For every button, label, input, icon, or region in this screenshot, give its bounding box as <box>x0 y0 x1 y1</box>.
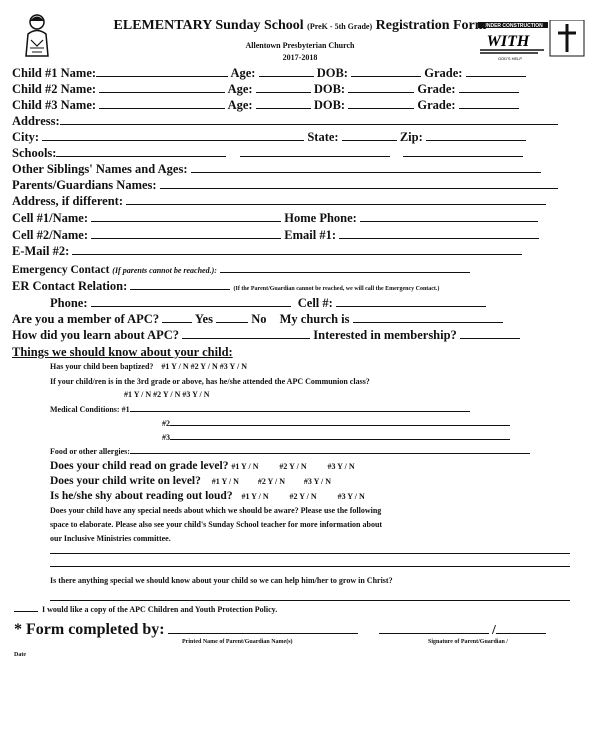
medical-row-1: Medical Conditions: #1 <box>50 404 588 415</box>
shy-option-2[interactable]: #2 Y / N <box>289 492 317 501</box>
siblings-row: Other Siblings' Names and Ages: <box>12 162 588 176</box>
medical-row-3: #3 <box>162 432 588 443</box>
shy-row: Is he/she shy about reading out loud? #1 Y / N #2 Y / N #3 Y / N <box>50 490 365 502</box>
my-church-field[interactable] <box>353 312 503 323</box>
interested-field[interactable] <box>460 328 520 339</box>
special-needs-line-1: Does your child have any special needs about which we should be aware? Please use the following <box>50 506 382 515</box>
completed-by-signature-field[interactable] <box>379 620 489 634</box>
child-3-row: Child #3 Name: Age: DOB: Grade: <box>12 98 588 112</box>
write-option-2[interactable]: #2 Y / N <box>257 477 285 486</box>
special-needs-line-2: space to elaborate. Please also see your child's Sunday School teacher for more information about <box>50 520 383 529</box>
child-2-name-field[interactable] <box>99 82 225 93</box>
child-2-age-field[interactable] <box>256 82 311 93</box>
schools-field-1[interactable] <box>56 146 226 157</box>
allergies-row: Food or other allergies: <box>50 446 588 457</box>
er-relation-row: ER Contact Relation: (If the Parent/Guardian cannot be reached, we will call the Emergency Contact.) <box>12 279 440 293</box>
completed-by-date-field[interactable] <box>496 620 546 634</box>
special-needs-answer-line-2[interactable] <box>50 566 570 567</box>
child-3-name-field[interactable] <box>99 98 225 109</box>
address-different-field[interactable] <box>126 194 546 205</box>
policy-row: I would like a copy of the APC Children and Youth Protection Policy. <box>14 604 588 615</box>
email-2-row: E-Mail #2: <box>12 244 588 258</box>
er-phone-field[interactable] <box>91 296 291 307</box>
address-field[interactable] <box>60 114 558 125</box>
allergies-field[interactable] <box>130 446 530 454</box>
er-phone-row: Phone: Cell #: <box>50 296 588 310</box>
city-row: City: State: Zip: <box>12 130 588 144</box>
city-field[interactable] <box>42 130 304 141</box>
email-2-field[interactable] <box>72 244 522 255</box>
siblings-field[interactable] <box>191 162 541 173</box>
cell-2-field[interactable] <box>91 228 281 239</box>
completed-by-name-field[interactable] <box>168 620 358 634</box>
medical-field-2[interactable] <box>170 418 510 426</box>
schools-row: Schools: <box>12 146 588 160</box>
child-3-age-field[interactable] <box>256 98 311 109</box>
state-field[interactable] <box>342 130 397 141</box>
child-3-dob-field[interactable] <box>348 98 414 109</box>
address-row: Address: <box>12 114 588 128</box>
medical-field-1[interactable] <box>130 404 470 412</box>
child-2-row: Child #2 Name: Age: DOB: Grade: <box>12 82 588 96</box>
child-1-name-field[interactable] <box>96 66 228 77</box>
svg-text:UNDER CONSTRUCTION: UNDER CONSTRUCTION <box>483 23 543 29</box>
shy-option-1[interactable]: #1 Y / N <box>241 492 269 501</box>
school-year: 2017-2018 <box>282 53 318 62</box>
read-option-2[interactable]: #2 Y / N <box>279 462 307 471</box>
email-1-field[interactable] <box>339 228 539 239</box>
church-name: Allentown Presbyterian Church <box>245 41 355 50</box>
medical-row-2: #2 <box>162 418 588 429</box>
cell-1-field[interactable] <box>91 211 281 222</box>
er-relation-field[interactable] <box>130 279 230 290</box>
communion-options[interactable]: #1 Y / N #2 Y / N #3 Y / N <box>124 390 210 399</box>
emergency-contact-field[interactable] <box>220 262 470 273</box>
things-heading: Things we should know about your child: <box>12 345 233 359</box>
read-option-3[interactable]: #3 Y / N <box>327 462 355 471</box>
baptized-options[interactable]: #1 Y / N #2 Y / N #3 Y / N <box>161 362 247 371</box>
child-2-grade-field[interactable] <box>459 82 519 93</box>
read-option-1[interactable]: #1 Y / N <box>231 462 259 471</box>
svg-text:WITH: WITH <box>486 33 530 50</box>
grow-question: Is there anything special we should know about your child so we can help him/her to grow in Christ? <box>50 576 393 585</box>
form-title: ELEMENTARY Sunday School (PreK - 5th Grade) Registration Form <box>113 18 487 33</box>
child-1-age-field[interactable] <box>259 66 314 77</box>
er-cell-field[interactable] <box>336 296 486 307</box>
child-1-grade-field[interactable] <box>466 66 526 77</box>
printed-name-caption: Printed Name of Parent/Guardian Name(s) <box>182 639 293 645</box>
member-no-field[interactable] <box>216 312 248 323</box>
write-option-1[interactable]: #1 Y / N <box>211 477 239 486</box>
cell-2-row: Cell #2/Name: Email #1: <box>12 228 588 242</box>
learn-row: How did you learn about APC? Interested in membership? <box>12 328 588 342</box>
member-yes-field[interactable] <box>162 312 192 323</box>
child-2-dob-field[interactable] <box>348 82 414 93</box>
special-needs-answer-line-1[interactable] <box>50 553 570 554</box>
grow-answer-line[interactable] <box>50 600 570 601</box>
parents-row: Parents/Guardians Names: <box>12 178 588 192</box>
emergency-contact-row: Emergency Contact (If parents cannot be reached.): <box>12 262 588 278</box>
member-row: Are you a member of APC? Yes No My church is <box>12 312 588 326</box>
learn-field[interactable] <box>182 328 310 339</box>
baptized-row: Has your child been baptized? #1 Y / N #2 Y / N #3 Y / N <box>50 362 247 371</box>
shy-option-3[interactable]: #3 Y / N <box>337 492 365 501</box>
schools-field-3[interactable] <box>403 146 523 157</box>
svg-text:GOD'S HELP: GOD'S HELP <box>497 56 523 61</box>
completed-by-row: * Form completed by: / <box>14 620 588 638</box>
communion-row: If your child/ren is in the 3rd grade or above, has he/she attended the APC Communion class? <box>50 377 370 386</box>
parents-field[interactable] <box>160 178 558 189</box>
date-caption: Date <box>14 652 26 658</box>
read-level-row: Does your child read on grade level? #1 Y / N #2 Y / N #3 Y / N <box>50 460 355 472</box>
medical-field-3[interactable] <box>170 432 510 440</box>
special-needs-line-3: our Inclusive Ministries committee. <box>50 534 171 543</box>
write-level-row: Does your child write on level? #1 Y / N #2 Y / N #3 Y / N <box>50 475 332 487</box>
address-different-row: Address, if different: <box>12 194 588 208</box>
child-1-dob-field[interactable] <box>351 66 421 77</box>
child-3-grade-field[interactable] <box>459 98 519 109</box>
zip-field[interactable] <box>426 130 526 141</box>
child-1-row: Child #1 Name: Age: DOB: Grade: <box>12 66 588 80</box>
home-phone-field[interactable] <box>360 211 538 222</box>
write-option-3[interactable]: #3 Y / N <box>303 477 332 486</box>
policy-checkbox-line[interactable] <box>14 604 38 612</box>
signature-caption: Signature of Parent/Guardian / <box>428 639 508 645</box>
cell-1-row: Cell #1/Name: Home Phone: <box>12 211 588 225</box>
schools-field-2[interactable] <box>240 146 390 157</box>
